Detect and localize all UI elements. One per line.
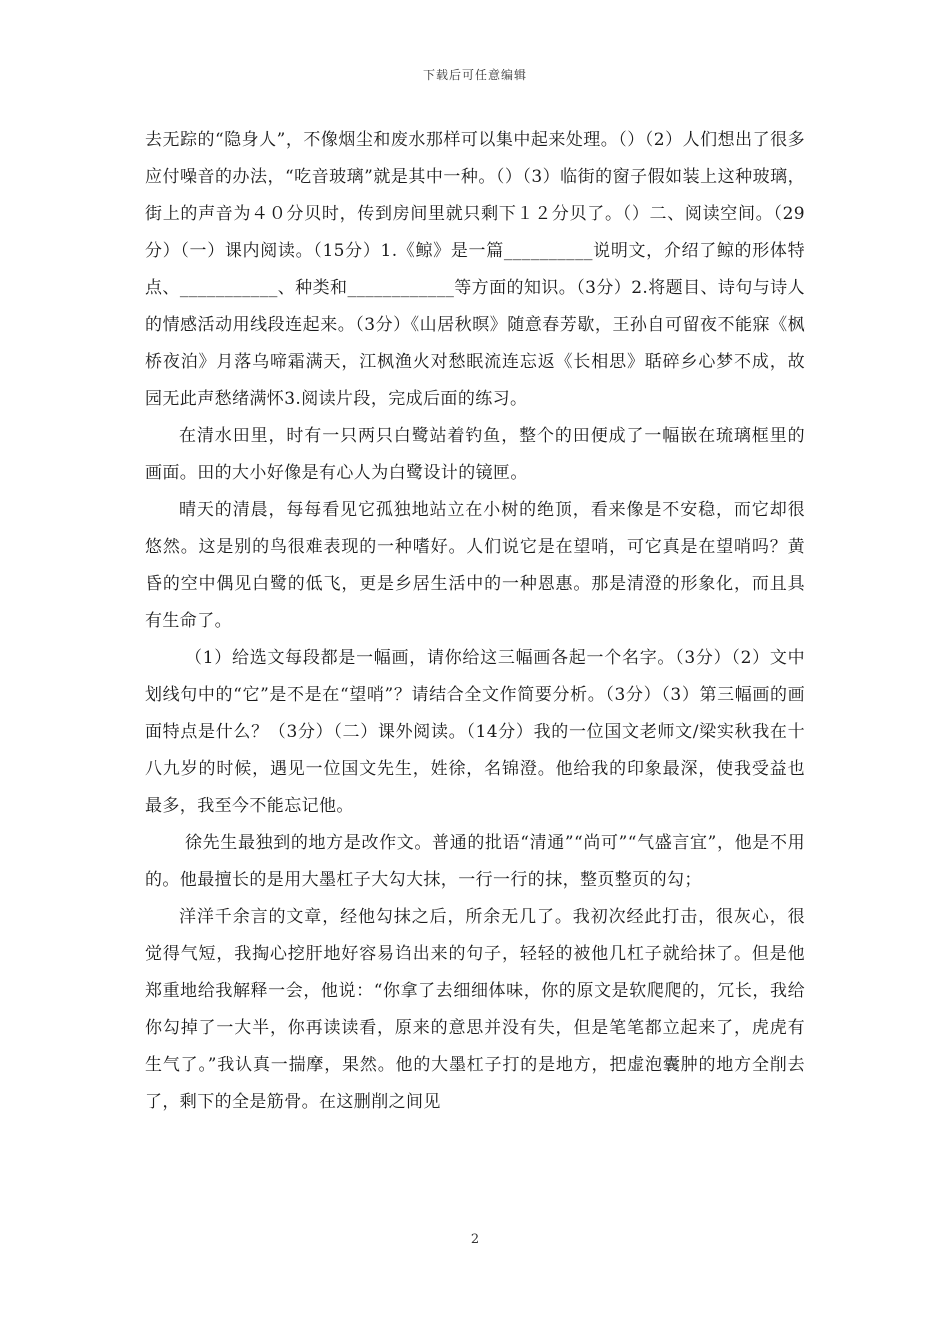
paragraph-4: （1）给选文每段都是一幅画，请你给这三幅画各起一个名字。（3分）（2）文中划线句中的“它”是不是在“望哨”？请结合全文作简要分析。（3分）（3）第三幅画的画面特点是什么？（3分）（二）课外阅读。（14分）我的一位国文老师文/梁实秋我在十八九岁的时候，遇见一位国文先生，姓徐，名锦澄。他给我的印象最深，使我受益也最多，我至今不能忘记他。 bbox=[145, 648, 805, 816]
body-text bbox=[145, 122, 805, 1121]
paragraph-3: 晴天的清晨，每每看见它孤独地站立在小树的绝顶，看来像是不安稳，而它却很悠然。这是别的鸟很难表现的一种嗜好。人们说它是在望哨，可它真是在望哨吗？黄昏的空中偶见白鹭的低飞，更是乡居生活中的一种恩惠。那是清澄的形象化，而且具有生命了。 bbox=[145, 500, 805, 631]
page-number: 2 bbox=[470, 1232, 480, 1247]
paragraph-5: 徐先生最独到的地方是改作文。普通的批语“清通”“尚可”“气盛言宜”，他是不用的。他最擅长的是用大墨杠子大勾大抹，一行一行的抹，整页整页的勾； bbox=[145, 833, 805, 890]
page-header: 下载后可任意编辑 bbox=[422, 68, 527, 82]
paragraph-2: 在清水田里，时有一只两只白鹭站着钓鱼，整个的田便成了一幅嵌在琉璃框里的画面。田的大小好像是有心人为白鹭设计的镜匣。 bbox=[145, 426, 805, 483]
paragraph-1: 去无踪的“隐身人”，不像烟尘和废水那样可以集中起来处理。（）（2）人们想出了很多应付噪音的办法，“吃音玻璃”就是其中一种。（）（3）临街的窗子假如装上这种玻璃，街上的声音为４０分贝时，传到房间里就只剩下１２分贝了。（）二、阅读空间。（29分）（一）课内阅读。（15分）1.《鲸》是一篇__________说明文，介绍了鲸的形体特点、___________、种类和____________等方面的知识。（3分）2.将题目、诗句与诗人的情感活动用线段连起来。（3分）《山居秋暝》随意春芳歇，王孙自可留夜不能寐《枫桥夜泊》月落乌啼霜满天，江枫渔火对愁眠流连忘返《长相思》聒碎乡心梦不成，故园无此声愁绪满怀3.阅读片段，完成后面的练习。 bbox=[145, 130, 805, 409]
paragraph-6: 洋洋千余言的文章，经他勾抹之后，所余无几了。我初次经此打击，很灰心，很觉得气短，我掏心挖肝地好容易诌出来的句子，轻轻的被他几杠子就给抹了。但是他郑重地给我解释一会，他说：“你拿了去细细体味，你的原文是软爬爬的，冗长，我给你勾掉了一大半，你再读读看，原来的意思并没有失，但是笔笔都立起来了，虎虎有生气了。”我认真一揣摩，果然。他的大墨杠子打的是地方，把虚泡囊肿的地方全削去了，剩下的全是筋骨。在这删削之间见 bbox=[145, 907, 805, 1112]
